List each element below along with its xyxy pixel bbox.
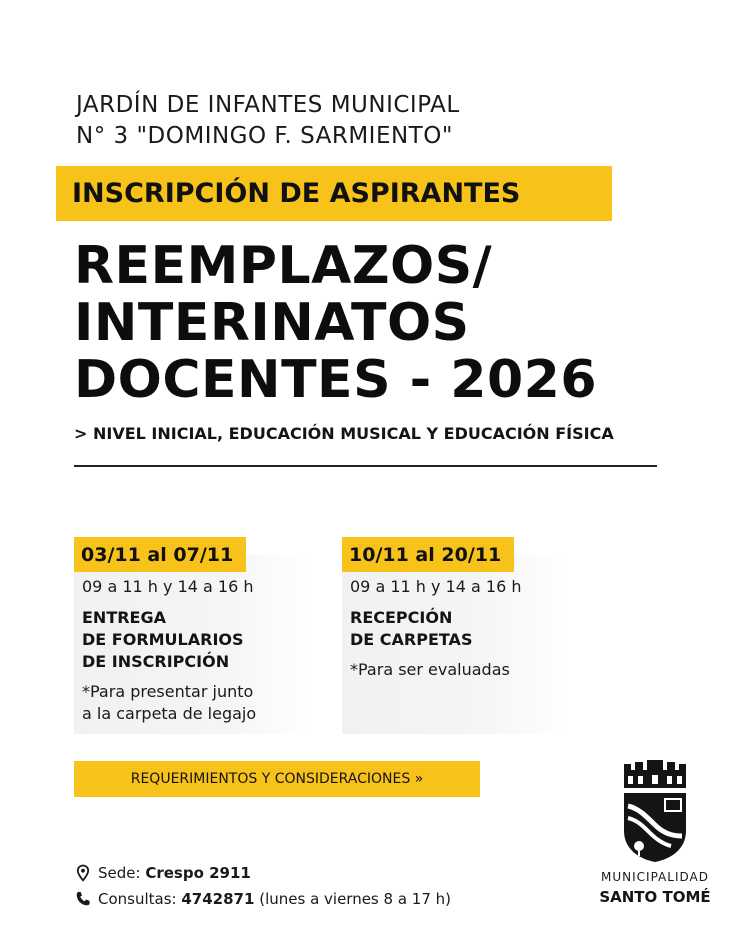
- sede-label: Sede:: [98, 864, 141, 882]
- location-row: [74, 864, 251, 882]
- card-note-line: *Para ser evaluadas: [350, 660, 510, 679]
- title-line-1: REEMPLAZOS/: [74, 236, 493, 296]
- page-title: [74, 238, 597, 409]
- date-badge-forms: 03/11 al 07/11: [74, 537, 246, 572]
- phone-icon: [74, 890, 92, 908]
- divider: [74, 465, 657, 467]
- consultas-phone: 4742871: [181, 890, 255, 908]
- municipal-coat-of-arms-icon: [618, 760, 692, 864]
- municipality-logo: [588, 760, 722, 910]
- requirements-button[interactable]: REQUERIMIENTOS Y CONSIDERACIONES »: [74, 761, 480, 797]
- card-action-line: DE CARPETAS: [350, 630, 473, 649]
- card-hours: 09 a 11 h y 14 a 16 h: [350, 577, 522, 596]
- card-action-line: ENTREGA: [82, 608, 166, 627]
- levels-subtitle: > NIVEL INICIAL, EDUCACIÓN MUSICAL Y EDUCACIÓN FÍSICA: [74, 424, 614, 443]
- date-badge-folders: 10/11 al 20/11: [342, 537, 514, 572]
- card-action-line: DE FORMULARIOS: [82, 630, 244, 649]
- card-action: [350, 607, 472, 651]
- card-note: [350, 659, 510, 681]
- card-hours: 09 a 11 h y 14 a 16 h: [82, 577, 254, 596]
- institution-number: N° 3 "DOMINGO F. SARMIENTO": [76, 123, 453, 149]
- institution-header: [76, 90, 460, 152]
- card-note-line: a la carpeta de legajo: [82, 704, 257, 723]
- card-action-line: RECEPCIÓN: [350, 608, 453, 627]
- title-line-2: INTERINATOS: [74, 293, 470, 353]
- card-note-line: *Para presentar junto: [82, 682, 254, 701]
- institution-name: JARDÍN DE INFANTES MUNICIPAL: [76, 92, 460, 118]
- registration-banner: INSCRIPCIÓN DE ASPIRANTES: [56, 166, 612, 221]
- logo-town-name: SANTO TOMÉ: [599, 888, 711, 906]
- schedule-card-folders: [342, 555, 570, 734]
- card-action-line: DE INSCRIPCIÓN: [82, 652, 230, 671]
- card-action: [82, 607, 244, 673]
- schedule-card-forms: [74, 555, 314, 734]
- consultas-label: Consultas:: [98, 890, 177, 908]
- sede-address: Crespo 2911: [145, 864, 251, 882]
- consultas-hours: (lunes a viernes 8 a 17 h): [259, 890, 452, 908]
- logo-municipality-label: MUNICIPALIDAD: [601, 870, 709, 884]
- phone-row: [74, 890, 451, 908]
- map-pin-icon: [74, 864, 92, 882]
- card-note: [82, 681, 256, 725]
- title-line-3: DOCENTES - 2026: [74, 350, 598, 410]
